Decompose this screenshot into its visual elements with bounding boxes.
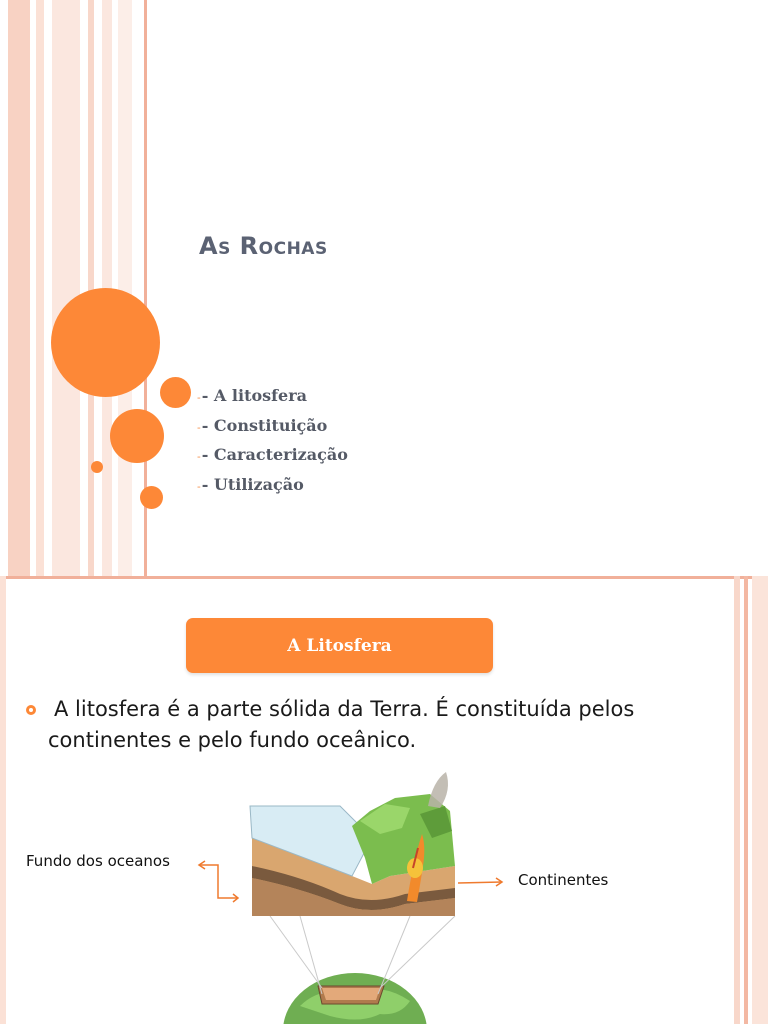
decorative-circle	[51, 288, 160, 397]
dash-marker: -	[197, 391, 201, 404]
decorative-stripe	[52, 0, 80, 576]
decorative-circle	[140, 486, 163, 509]
content-slide	[0, 576, 768, 1024]
slide-title: As Rochas	[199, 232, 328, 260]
decorative-stripe	[8, 0, 30, 576]
decorative-circle	[160, 377, 191, 408]
section-title: A Litosfera	[287, 635, 392, 656]
globe-illustration	[283, 973, 427, 1024]
decorative-stripe	[36, 0, 44, 576]
ocean-floor-label: Fundo dos oceanos	[26, 852, 170, 870]
lithosphere-diagram	[0, 576, 768, 1024]
dash-marker: -	[197, 450, 201, 463]
outline-list	[197, 381, 348, 499]
dash-marker: -	[197, 420, 201, 434]
outline-item: -- Constituição	[197, 415, 328, 435]
continents-label: Continentes	[518, 871, 609, 889]
decorative-stripe	[88, 0, 94, 576]
outline-item: -- Utilização	[197, 474, 304, 494]
outline-item: -- A litosfera	[197, 386, 307, 405]
crust-block	[250, 772, 455, 916]
decorative-stripe	[118, 0, 132, 576]
bullet-text: A litosfera é a parte sólida da Terra. É constituída pelos continentes e pelo fundo oceânico.	[48, 697, 635, 752]
dash-marker: -	[197, 479, 201, 493]
decorative-circle	[110, 409, 164, 463]
decorative-circle	[91, 461, 103, 473]
outline-item: -- Caracterização	[197, 445, 348, 464]
